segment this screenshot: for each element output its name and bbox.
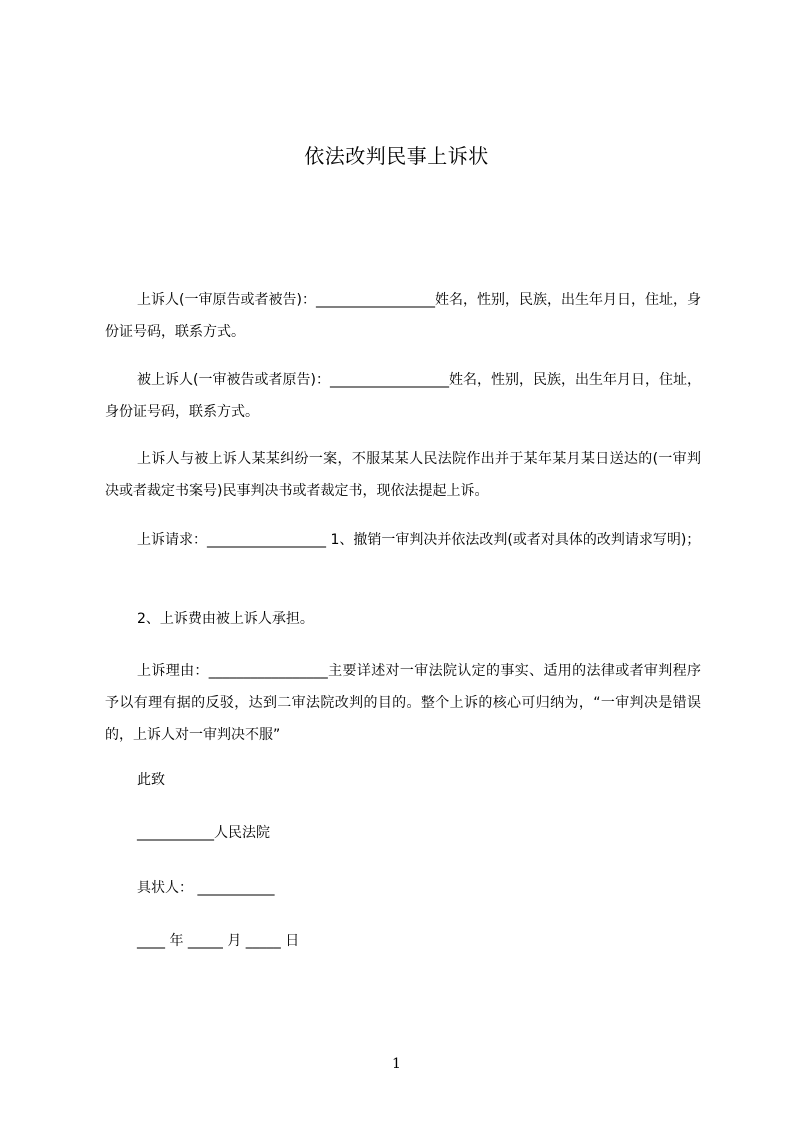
court-line: ___________人民法院 <box>137 825 270 841</box>
case-paragraph: 上诉人与被上诉人某某纠纷一案，不服某某人民法院作出并于某年某月某日送达的(一审判决或者裁定书案号)民事判决书或者裁定书，现依法提起上诉。 <box>105 451 701 499</box>
page-number: 1 <box>392 1056 401 1072</box>
salutation-text: 此致 <box>137 772 165 788</box>
reasons-paragraph: 上诉理由：_________________主要详述对一审法院认定的事实、适用的法律或者审判程序予以有理有据的反驳，达到二审法院改判的目的。整个上诉的核心可归纳为，“一审判决是错误的，上诉人对一审判决不服” <box>105 663 701 743</box>
date-line: ____ 年 _____ 月 _____ 日 <box>137 933 300 949</box>
appellee-paragraph: 被上诉人(一审被告或者原告)：_________________姓名，性别，民族，出生年月日，住址，身份证号码，联系方式。 <box>105 372 701 420</box>
request-paragraph: 上诉请求：_________________ 1、撤销一审判决并依法改判(或者对具体的改判请求写明)； <box>137 532 701 548</box>
signer-line: 具状人： ___________ <box>137 880 275 896</box>
request-item-2: 2、上诉费由被上诉人承担。 <box>137 611 314 627</box>
appellant-paragraph: 上诉人(一审原告或者被告)：_________________姓名，性别，民族，出生年月日，住址，身份证号码，联系方式。 <box>105 292 701 340</box>
document-title: 依法改判民事上诉状 <box>304 144 489 168</box>
